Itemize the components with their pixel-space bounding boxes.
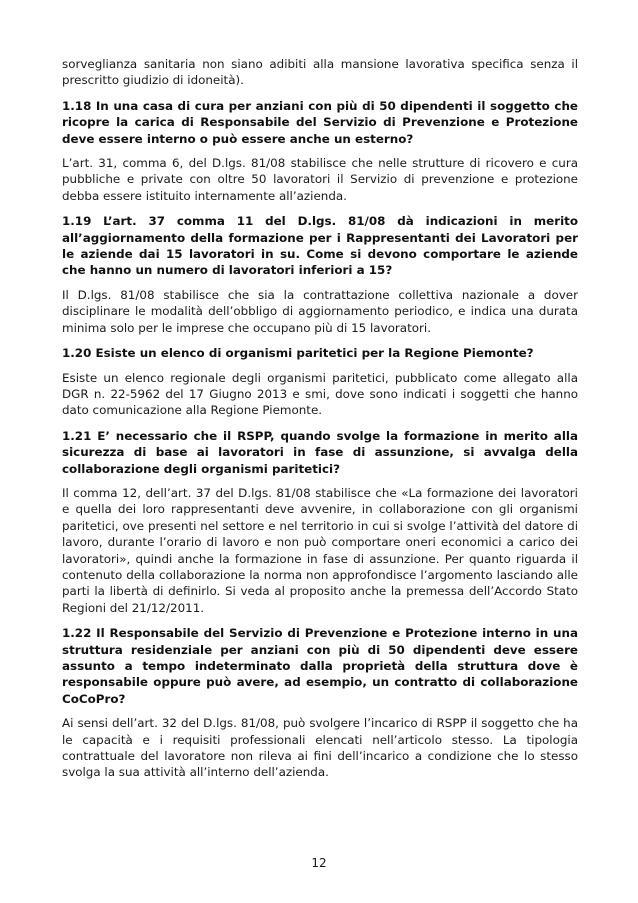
answer-1-18-paragraph: L’art. 31, comma 6, del D.lgs. 81/08 stabilisce che nelle strutture di ricovero e cura pubbliche e private con oltre 50 lavoratori il Servizio di prevenzione e protezione debba essere istituito internamente all’azienda. xyxy=(62,156,578,203)
question-1-19-heading: 1.19 L’art. 37 comma 11 del D.lgs. 81/08 dà indicazioni in merito all’aggiornamento della formazione per i Rappresentanti dei Lavoratori per le aziende dai 15 lavoratori in su. Come si devono comportare le aziende che hanno un numero di lavoratori inferiori a 15? xyxy=(62,214,578,278)
intro-paragraph: sorveglianza sanitaria non siano adibiti alla mansione lavorativa specifica senza il prescritto giudizio di idoneità). xyxy=(62,57,578,88)
page-number: 12 xyxy=(311,856,327,870)
document-page xyxy=(62,56,578,790)
answer-1-22-paragraph: Ai sensi dell’art. 32 del D.lgs. 81/08, può svolgere l’incarico di RSPP il soggetto che ha le capacità e i requisiti professionali elencati nell’articolo stesso. La tipologia contrattuale del lavoratore non rileva ai fini dell’incarico a condizione che lo stesso svolga la sua attività all’interno dell’azienda. xyxy=(62,716,578,780)
answer-1-19-paragraph: Il D.lgs. 81/08 stabilisce che sia la contrattazione collettiva nazionale a dover disciplinare le modalità dell’obbligo di aggiornamento periodico, e indica una durata minima solo per le imprese che occupano più di 15 lavoratori. xyxy=(62,287,578,335)
answer-1-20-paragraph: Esiste un elenco regionale degli organismi paritetici, pubblicato come allegato alla DGR n. 22-5962 del 17 Giugno 2013 e smi, dove sono indicati i soggetti che hanno dato comunicazione alla Regione Piemonte. xyxy=(62,370,578,418)
answer-1-21-paragraph: Il comma 12, dell’art. 37 del D.lgs. 81/08 stabilisce che «La formazione dei lavoratori e quella dei loro rappresentanti deve avvenire, in collaborazione con gli organismi paritetici, ove presenti nel settore e nel territorio in cui si svolge l’attività del datore di lavoro, durante l’orario di lavoro e non può comportare oneri economici a carico dei lavoratori», quindi anche la formazione in fase di assunzione. Per quanto riguarda il contenuto della collaborazione la norma non approfondisce l’argomento lasciando alle parti la libertà di definirlo. Si veda al proposito anche la premessa dell’Accordo Stato Regioni del 21/12/2011. xyxy=(62,485,578,615)
question-1-20-heading: 1.20 Esiste un elenco di organismi paritetici per la Regione Piemonte? xyxy=(62,346,534,361)
question-1-21-heading: 1.21 E’ necessario che il RSPP, quando svolge la formazione in merito alla sicurezza di base ai lavoratori in fase di assunzione, si avvalga della collaborazione degli organismi paritetici? xyxy=(62,428,578,476)
question-1-18-heading: 1.18 In una casa di cura per anziani con più di 50 dipendenti il soggetto che ricopre la carica di Responsabile del Servizio di Prevenzione e Protezione deve essere interno o può essere anche un esterno? xyxy=(62,98,578,146)
question-1-22-heading: 1.22 Il Responsabile del Servizio di Prevenzione e Protezione interno in una struttura residenziale per anziani con più di 50 dipendenti deve essere assunto a tempo indeterminato dalla proprietà della struttura dove è responsabile oppure può avere, ad esempio, un contratto di collaborazione CoCoPro? xyxy=(62,626,578,706)
